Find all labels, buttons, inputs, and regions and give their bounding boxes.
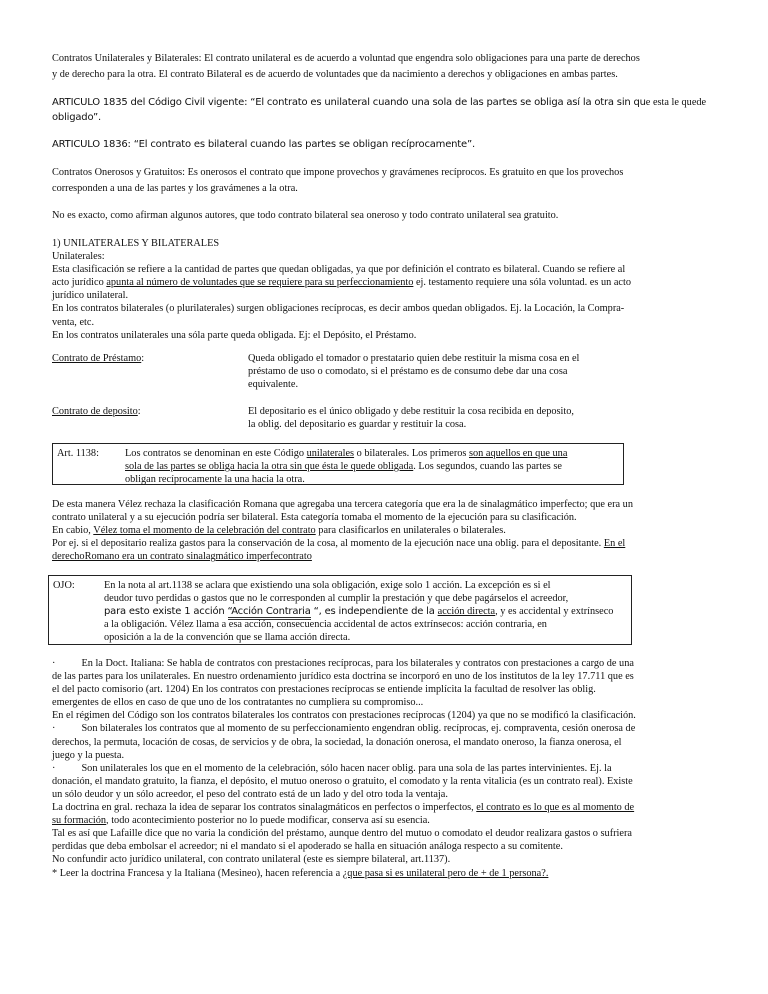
prestamo-row	[52, 352, 717, 397]
article-1835-quote-b: e esta le quede	[645, 97, 707, 108]
deposito-text	[248, 405, 638, 431]
article-1836-quote: : “El contrato es bilateral cuando las partes se obligan recíprocamente”.	[127, 139, 475, 150]
deposito-line-2: la oblig. del depositario es guardar y restituir la cosa.	[248, 419, 467, 431]
bullet-1: ·	[52, 658, 56, 669]
article-1138-l1d: son aquellos en que una	[469, 448, 568, 459]
ojo-line-3b: “Acción Contraria	[228, 606, 311, 620]
ojo-line-3a: para esto existe 1 acción	[104, 606, 228, 618]
article-1138-l1b: unilaterales	[306, 448, 355, 459]
onerosos-paragraph	[52, 165, 717, 197]
velez-line-3a: En cabio,	[52, 525, 94, 537]
ojo-line-1: En la nota al art.1138 se aclara que existiendo una sola obligación, exige solo 1 acción. La excepción es si el	[104, 580, 551, 591]
article-1835-label: ARTICULO 1835 del Código Civil vigente	[52, 97, 245, 108]
section-line-5: venta, etc.	[52, 316, 95, 328]
section-line-1: Esta clasificación se refiere a la cantidad de partes que quedan obligadas, ya que por definición el contrato es bilateral. Cuando se refiere al	[52, 264, 626, 276]
doctrina-p8a: * Leer la doctrina Francesa y la Italiana (Mesineo), hacen referencia a	[52, 867, 343, 879]
doctrina-p3-l2: derechos, la permuta, locación de cosas, de servicios y de obra, la sociedad, la donación onerosa, el mandato oneroso, la fianza onerosa, el	[52, 736, 622, 748]
no-exacto-paragraph	[52, 209, 717, 222]
doctrina-p1-l4: emergentes de ellos en caso de que uno de los contratantes no cumpliera su compromiso...	[52, 697, 424, 709]
doctrina-p1-l3: el del pacto comisorio (art. 1204) En los contratos con prestaciones recíprocas se entiende implícita la facultad de resolver las oblig.	[52, 684, 596, 696]
doctrina-p3-l1: Son bilaterales los contratos que al momento de su perfeccionamiento engendran oblig. recíprocas, ej. compraventa, cesión onerosa de	[81, 723, 636, 735]
section-subheading: Unilaterales:	[52, 251, 105, 263]
prestamo-line-2: préstamo de uso o comodato, si el préstamo es de consumo debe dar una cosa	[248, 366, 568, 378]
article-1138-l3: obligan recíprocamente la una hacia la otra.	[125, 474, 305, 486]
doctrina-p7: No confundir acto jurídico unilateral, con contrato unilateral (este es siempre bilateral, art.1137).	[52, 854, 451, 866]
article-1836-label: ARTICULO 1836	[52, 139, 128, 150]
onerosos-line-1: Contratos Onerosos y Gratuitos: Es onerosos el contrato que impone provechos y gravámenes recíprocos. Es gratuito en que los provechos	[52, 167, 624, 178]
deposito-label-wrap	[52, 405, 141, 418]
article-1138-text	[125, 447, 620, 486]
velez-paragraph	[52, 498, 717, 563]
velez-line-3c: para clasificarlos en unilaterales o bilaterales.	[315, 525, 506, 537]
doctrina-p2: En el régimen del Código son los contratos bilaterales los contratos con prestaciones recíprocas (1204) ya que no se modificó la clasificación.	[52, 710, 636, 722]
velez-line-3b: Vélez toma el momento de la celebración del contrato	[93, 525, 316, 537]
deposito-line-1: El depositario es el único obligado y debe restituir la cosa recibida en deposito,	[248, 406, 574, 417]
doctrina-p5-l1b: el contrato es lo que es al momento de	[476, 802, 635, 814]
velez-line-2: contrato unilateral y a su ejecución podría ser bilateral. Esta categoría tomaba el momento de la ejecución para su clasificación.	[52, 512, 577, 524]
doctrina-p5-l1a: La doctrina en gral. rechaza la idea de separar los contratos sinalagmáticos en perfectos o imperfectos,	[52, 802, 477, 814]
prestamo-label: Contrato de Préstamo	[52, 353, 142, 364]
article-1835-quote-a: : “El contrato es unilateral cuando una sola de las partes se obliga así la otra sin qu	[244, 97, 646, 108]
prestamo-line-3: equivalente.	[248, 379, 299, 391]
section-line-6: En los contratos unilaterales una sóla parte queda obligada. Ej: el Depósito, el Préstamo.	[52, 329, 417, 341]
ojo-box	[48, 575, 632, 645]
onerosos-line-2: corresponden a una de las partes y los gravámenes a la otra.	[52, 183, 298, 194]
section-line-2a: acto jurídico	[52, 277, 107, 289]
prestamo-text	[248, 352, 638, 391]
deposito-row	[52, 405, 717, 435]
doctrina-p4-l1: Son unilaterales los que en el momento de la celebración, sólo hacen nacer oblig. para una sola de las partes intervinientes. Ej. la	[81, 762, 612, 774]
ojo-line-4: a la obligación. Vélez llama a esa acción, consecuencia accidental de actos extrínsecos: acción contraria, en	[104, 619, 547, 631]
article-1138-box	[52, 443, 624, 485]
velez-line-4b: En el	[603, 538, 626, 550]
velez-line-4a: Por ej. si el depositario realiza gastos para la conservación de la cosa, al momento de la ejecución nace una oblig. para el depositante.	[52, 538, 604, 550]
intro-paragraph	[52, 52, 717, 81]
doctrina-p4-l3: un sólo deudor y un sólo acreedor, el peso del contrato está de un lado y del otro toda la ventaja.	[52, 788, 448, 800]
article-1835-quote-c: obligado”.	[52, 112, 101, 123]
ojo-line-3d: acción directa	[437, 606, 496, 618]
article-1138-l1c: o bilaterales. Los primeros	[354, 448, 470, 459]
section-line-3: jurídico unilateral.	[52, 290, 129, 302]
section-line-2c: ej. testamento requiere una sóla voluntad. es un acto	[413, 277, 631, 289]
intro-line-1: Contratos Unilaterales y Bilaterales: El contrato unilateral es de acuerdo a voluntad que engendra solo obligaciones para una parte de derechos	[52, 53, 640, 64]
ojo-line-3c: “, es independiente de la	[310, 606, 438, 618]
ojo-line-5: oposición a la de la convención que se llama acción directa.	[104, 632, 351, 644]
deposito-colon: :	[137, 406, 141, 417]
doctrina-p1-l1: En la Doct. Italiana: Se habla de contratos con prestaciones recíprocas, para los bilaterales y contratos con prestaciones a cargo de una	[81, 658, 634, 669]
doctrina-p3-l3: juego y la puesta.	[52, 749, 125, 761]
article-1138-label: Art. 1138:	[57, 448, 99, 459]
section-heading: 1) UNILATERALES Y BILATERALES	[52, 238, 220, 249]
section-line-2b: apunta al número de voluntades que se requiere para su perfeccionamiento	[106, 277, 414, 289]
prestamo-line-1: Queda obligado el tomador o prestatario quien debe restituir la misma cosa en el	[248, 353, 580, 364]
bullet-3: ·	[52, 762, 56, 774]
section-line-4: En los contratos bilaterales (o plurilaterales) surgen obligaciones recíprocas, es decir ambos quedan obligados. Ej. la Locación, la Compra-	[52, 303, 625, 315]
doctrina-p6-l1: Tal es así que Lafaille dice que no varia la condición del préstamo, aunque dentro del mutuo o comodato el deudor realizara gastos o sufriera	[52, 828, 632, 840]
prestamo-colon: :	[141, 353, 145, 364]
doctrina-p5-l2b: , todo acontecimiento posterior no lo puede modificar, conserva así su esencia.	[106, 815, 430, 827]
ojo-line-2: deudor tuvo perdidas o gastos que no le corresponden al cumplir la prestación y que debe pagárselos el acreedor,	[104, 593, 569, 605]
velez-line-1: De esta manera Vélez rechaza la clasificación Romana que agregaba una tercera categoría que era la de sinalagmático imperfecto; que era un	[52, 499, 633, 510]
doctrina-section	[52, 657, 717, 880]
doctrina-p6-l2: perdidas que deba embolsar el acreedor; ni el mandato si el apoderado se halla en situación análoga respecto a su comitente.	[52, 841, 563, 853]
doctrina-p1-l2: de las partes para los unilaterales. En nuestro ordenamiento jurídico esta doctrina se incorporó en uno de los institutos de la ley 17.711 que es	[52, 671, 634, 683]
intro-line-2: y de derecho para la otra. El contrato Bilateral es de acuerdo de voluntades que da nacimiento a derechos y obligaciones en ambas partes.	[52, 69, 618, 81]
prestamo-label-wrap	[52, 352, 144, 365]
article-1138-l1a: Los contratos se denominan en este Código	[125, 448, 307, 459]
section-unilaterales-bilaterales	[52, 237, 717, 342]
article-1138-l2b: . Los segundos, cuando las partes se	[413, 461, 562, 473]
article-1138-l2a: sola de las partes se obliga hacia la otra sin que ésta le quede obligada	[125, 461, 414, 473]
velez-line-5: derechoRomano era un contrato sinalagmático imperfecontrato	[52, 551, 312, 563]
ojo-line-3e: , y es accidental y extrínseco	[495, 606, 614, 618]
doctrina-p4-l2: donación, el mandato gratuito, la fianza, el depósito, el mutuo oneroso o gratuito, el comodato y la renta vitalicia (es un contrato real). Existe	[52, 775, 633, 787]
no-exacto-text: No es exacto, como afirman algunos autores, que todo contrato bilateral sea oneroso y todo contrato unilateral sea gratuito.	[52, 210, 559, 221]
article-1835	[52, 95, 717, 125]
ojo-text	[104, 579, 629, 644]
doctrina-p8b: ¿que pasa si es unilateral pero de + de 1 persona?.	[342, 867, 549, 879]
deposito-label: Contrato de deposito	[52, 406, 138, 417]
ojo-label: OJO:	[53, 580, 75, 591]
doctrina-p5-l2a: su formación	[52, 815, 107, 827]
article-1836	[52, 138, 717, 151]
bullet-2: ·	[52, 723, 56, 735]
